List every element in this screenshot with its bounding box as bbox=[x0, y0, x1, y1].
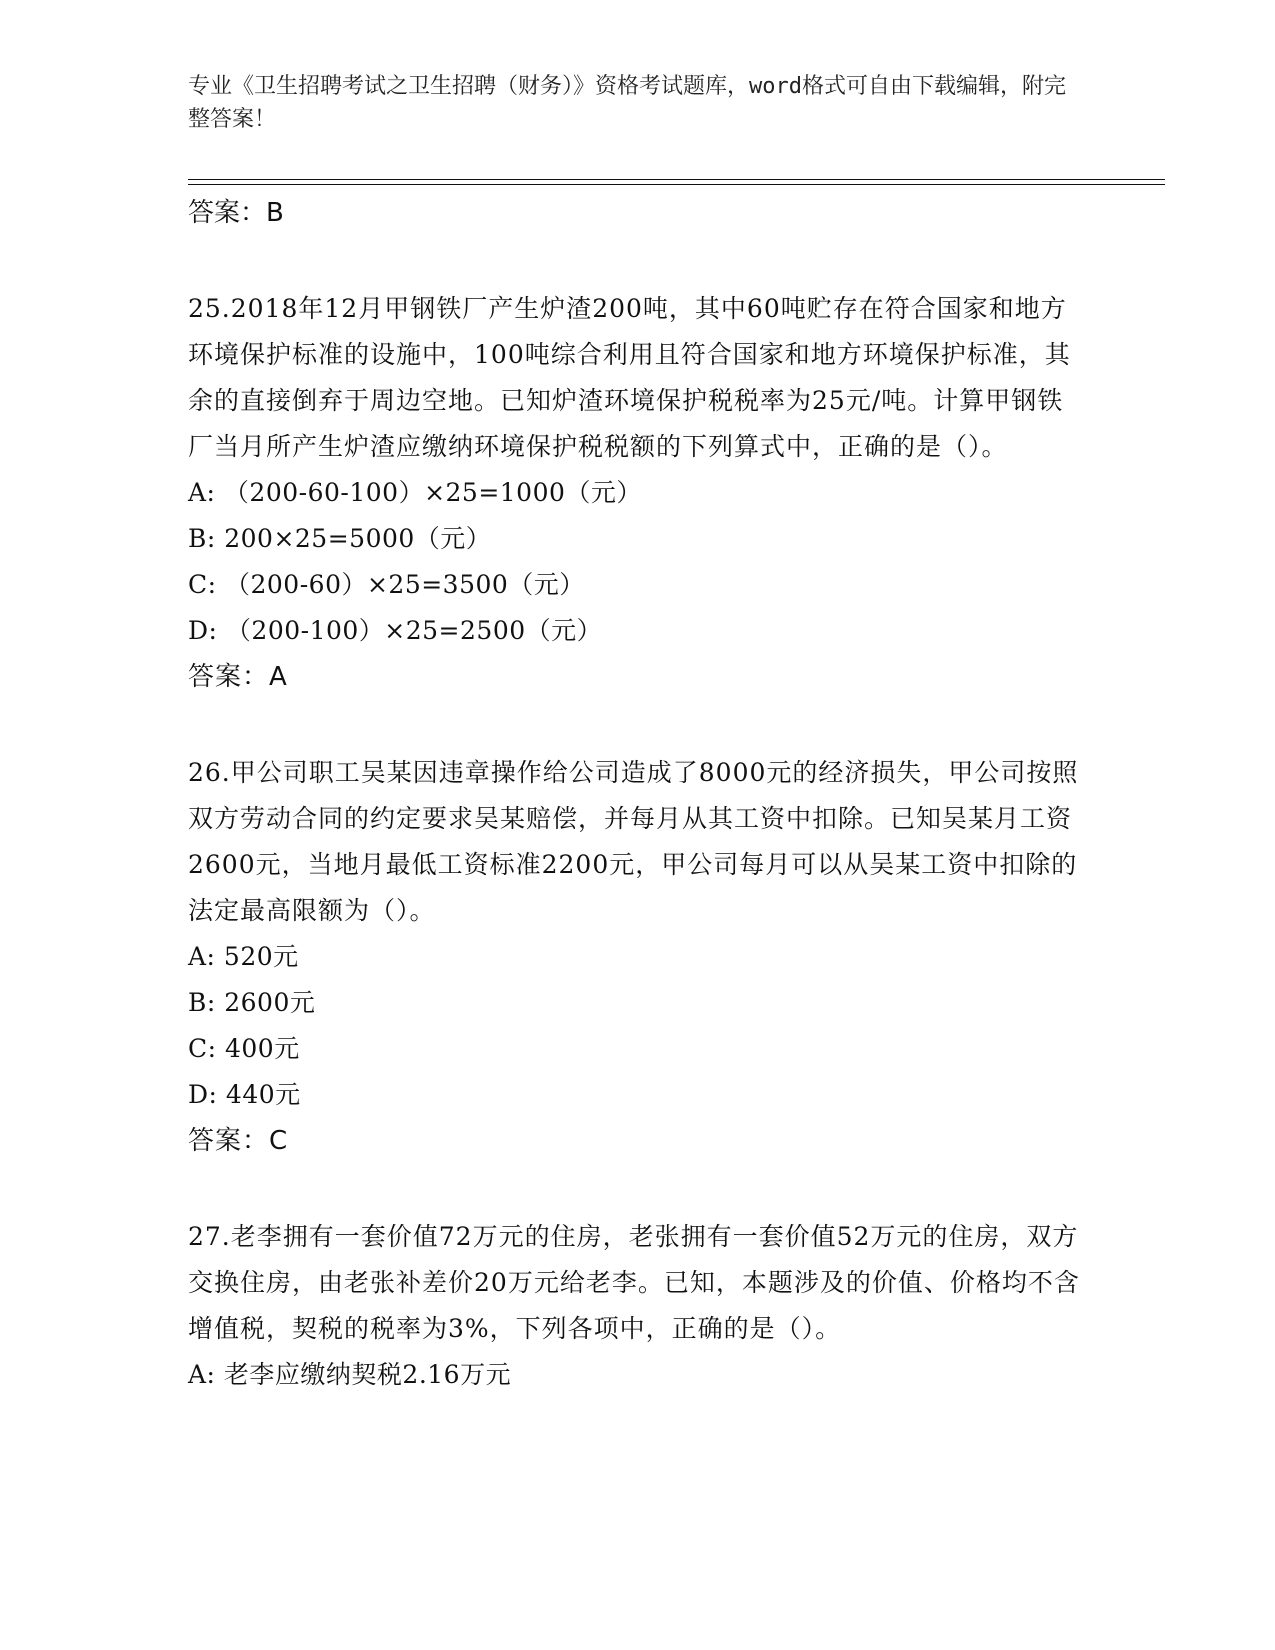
question-26 bbox=[188, 750, 1088, 1164]
header-rule-top bbox=[188, 179, 1165, 180]
question-text: 26.甲公司职工吴某因违章操作给公司造成了8000元的经济损失，甲公司按照双方劳动合同的约定要求吴某赔偿，并每月从其工资中扣除。已知吴某月工资2600元，当地月最低工资标准2200元，甲公司每月可以从吴某工资中扣除的法定最高限额为（）。 bbox=[188, 758, 1079, 925]
document-header bbox=[188, 70, 1068, 136]
option-a: A: 老李应缴纳契税2.16万元 bbox=[188, 1360, 512, 1389]
answer: 答案：C bbox=[188, 1126, 289, 1156]
option-d: D: 440元 bbox=[188, 1080, 301, 1109]
prev-answer: 答案：B bbox=[188, 198, 284, 228]
option-c: C: （200-60）×25=3500（元） bbox=[188, 570, 585, 599]
option-d: D: （200-100）×25=2500（元） bbox=[188, 616, 603, 645]
document-body bbox=[188, 190, 1088, 1398]
option-c: C: 400元 bbox=[188, 1034, 300, 1063]
answer: 答案：A bbox=[188, 662, 288, 692]
option-a: A: 520元 bbox=[188, 942, 299, 971]
option-a: A: （200-60-100）×25=1000（元） bbox=[188, 478, 642, 507]
option-b: B: 2600元 bbox=[188, 988, 316, 1017]
question-text: 25.2018年12月甲钢铁厂产生炉渣200吨，其中60吨贮存在符合国家和地方环境保护标准的设施中，100吨综合利用且符合国家和地方环境保护标准，其余的直接倒弃于周边空地。已知炉渣环境保护税税率为25元/吨。计算甲钢铁厂当月所产生炉渣应缴纳环境保护税税额的下列算式中，正确的是（）。 bbox=[188, 294, 1071, 461]
header-text: 专业《卫生招聘考试之卫生招聘（财务）》资格考试题库，word格式可自由下载编辑，附完整答案！ bbox=[188, 74, 1066, 132]
question-25 bbox=[188, 286, 1088, 700]
option-b: B: 200×25=5000（元） bbox=[188, 524, 492, 553]
question-27 bbox=[188, 1214, 1088, 1398]
header-rule-bottom bbox=[188, 184, 1165, 185]
question-text: 27.老李拥有一套价值72万元的住房，老张拥有一套价值52万元的住房，双方交换住房，由老张补差价20万元给老李。已知，本题涉及的价值、价格均不含增值税，契税的税率为3%，下列各项中，正确的是（）。 bbox=[188, 1222, 1080, 1343]
